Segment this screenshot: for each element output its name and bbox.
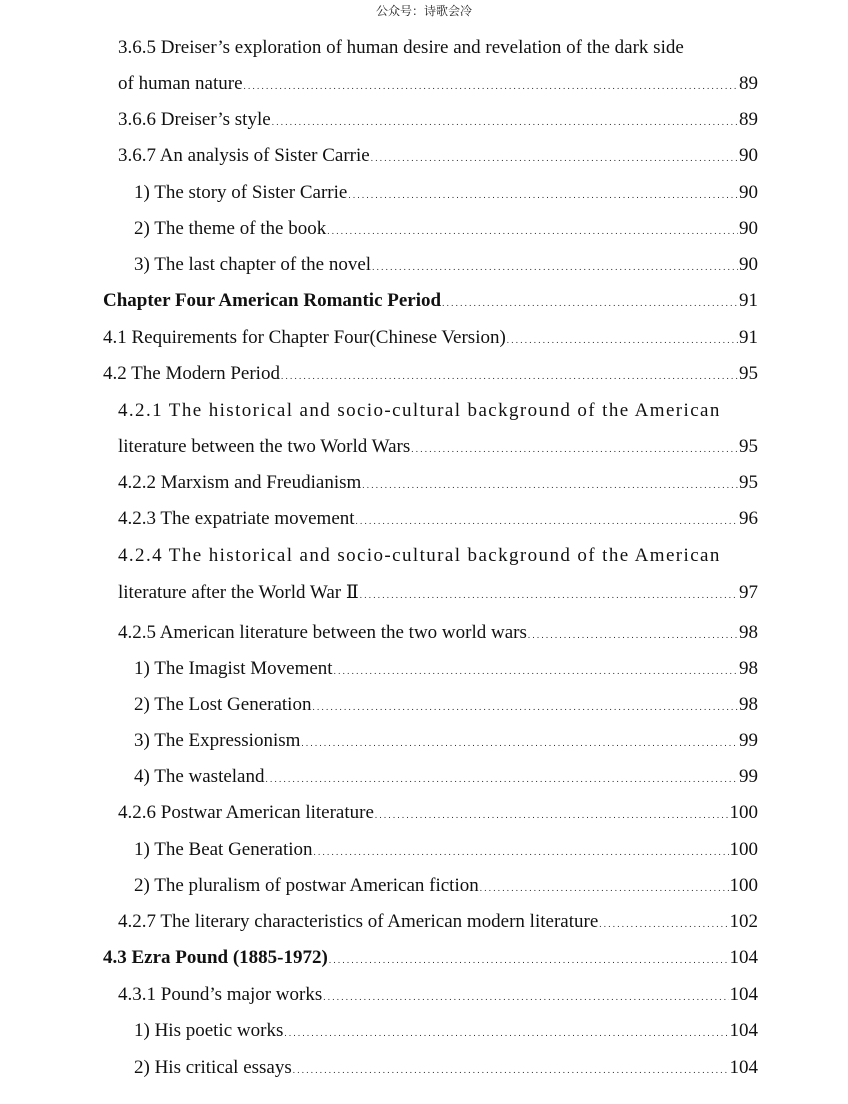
toc-entry-4-3[interactable] [103, 940, 758, 976]
toc-entry-4-2-7[interactable] [118, 904, 758, 940]
toc-entry-title: 4) The wasteland [134, 766, 265, 787]
dot-leader [266, 759, 739, 795]
toc-entry-4-2-6-2[interactable] [134, 868, 758, 904]
page-header: 公众号：诗歌会冷 [375, 4, 472, 18]
dot-leader [362, 465, 738, 501]
toc-page-number: 95 [739, 363, 758, 384]
toc-page-number: 99 [739, 730, 758, 751]
toc-page-number: 96 [739, 508, 758, 529]
toc-entry-4-2-1[interactable] [118, 429, 758, 465]
toc-entry-3-6-5-line1: 3.6.5 Dreiser’s exploration of human desire and revelation of the dark side [118, 37, 684, 58]
toc-entry-title: 4.3.1 Pound’s major works [118, 984, 323, 1005]
dot-leader [356, 501, 738, 537]
toc-page-number: 100 [729, 839, 758, 860]
dot-leader [360, 575, 738, 611]
toc-page-number: 91 [739, 327, 758, 348]
toc-page-number: 95 [739, 472, 758, 493]
toc-page-number: 104 [729, 1020, 758, 1041]
dot-leader [372, 247, 738, 283]
dot-leader [507, 320, 738, 356]
toc-entry-4-2-5-3[interactable] [134, 723, 758, 759]
dot-leader [284, 1013, 728, 1049]
toc-entry-4-2-2[interactable] [118, 465, 758, 501]
toc-page-number: 100 [729, 875, 758, 896]
toc-page-number: 98 [739, 622, 758, 643]
toc-page-number: 100 [729, 802, 758, 823]
toc-entry-title: 2) His critical essays [134, 1057, 292, 1078]
toc-entry-4-3-1[interactable] [118, 977, 758, 1013]
toc-page-number: 95 [739, 436, 758, 457]
toc-entry-title: 2) The Lost Generation [134, 694, 312, 715]
toc-page-number: 91 [739, 290, 758, 311]
dot-leader [293, 1050, 729, 1086]
toc-page-number: 90 [739, 254, 758, 275]
dot-leader [371, 138, 738, 174]
toc-page-number: 104 [729, 947, 758, 968]
toc-entry-4-2-5-4[interactable] [134, 759, 758, 795]
toc-entry-title: 1) The story of Sister Carrie [134, 182, 348, 203]
toc-entry-4-2-1-line1: 4.2.1 The historical and socio-cultural background of the American [118, 400, 721, 421]
toc-entry-4-2-3[interactable] [118, 501, 758, 537]
dot-leader [281, 356, 738, 392]
dot-leader [323, 977, 728, 1013]
dot-leader [480, 868, 729, 904]
toc-entry-4-2-5-2[interactable] [134, 687, 758, 723]
toc-entry-4-2-4[interactable] [118, 575, 758, 611]
dot-leader [329, 940, 729, 976]
toc-entry-title: 4.2.7 The literary characteristics of American modern literature [118, 911, 599, 932]
toc-entry-4-2-4-line1: 4.2.4 The historical and socio-cultural background of the American [118, 545, 721, 566]
toc-entry-title: 4.2.6 Postwar American literature [118, 802, 374, 823]
dot-leader [244, 66, 738, 102]
toc-entry-title: 2) The pluralism of postwar American fiction [134, 875, 479, 896]
dot-leader [327, 211, 738, 247]
toc-entry-title: of human nature [118, 73, 243, 94]
toc-entry-title: 4.1 Requirements for Chapter Four(Chinese Version) [103, 327, 506, 348]
toc-entry-title: 1) The Beat Generation [134, 839, 313, 860]
toc-page-number: 89 [739, 73, 758, 94]
toc-page-number: 102 [729, 911, 758, 932]
toc-entry-title: 2) The theme of the book [134, 218, 327, 239]
toc-chapter-four[interactable] [103, 283, 758, 319]
dot-leader [599, 904, 728, 940]
toc-entry-title: literature between the two World Wars [118, 436, 411, 457]
toc-page-number: 90 [739, 218, 758, 239]
dot-leader [442, 283, 738, 319]
toc-page-number: 90 [739, 145, 758, 166]
toc-entry-3-6-7-2[interactable] [134, 211, 758, 247]
toc-entry-title: 3.6.6 Dreiser’s style [118, 109, 271, 130]
toc-entry-title: 1) The Imagist Movement [134, 658, 333, 679]
toc-entry-4-3-1-1[interactable] [134, 1013, 758, 1049]
toc-entry-4-2-6[interactable] [118, 795, 758, 831]
toc-page-number: 104 [729, 984, 758, 1005]
toc-entry-title: 4.3 Ezra Pound (1885-1972) [103, 947, 328, 968]
toc-entry-4-2-6-1[interactable] [134, 832, 758, 868]
dot-leader [411, 429, 738, 465]
dot-leader [348, 175, 738, 211]
dot-leader [375, 795, 729, 831]
dot-leader [528, 615, 738, 651]
toc-entry-title: literature after the World War Ⅱ [118, 582, 359, 603]
toc-entry-title: 3.6.7 An analysis of Sister Carrie [118, 145, 370, 166]
toc-entry-3-6-7-3[interactable] [134, 247, 758, 283]
toc-page-number: 98 [739, 694, 758, 715]
toc-entry-title: 4.2.2 Marxism and Freudianism [118, 472, 362, 493]
toc-entry-title: Chapter Four American Romantic Period [103, 290, 442, 311]
toc-entry-4-2-5-1[interactable] [134, 651, 758, 687]
toc-entry-4-1[interactable] [103, 320, 758, 356]
dot-leader [272, 102, 738, 138]
dot-leader [301, 723, 738, 759]
toc-entry-4-2-5[interactable] [118, 615, 758, 651]
toc-entry-3-6-6[interactable] [118, 102, 758, 138]
toc-page-number: 89 [739, 109, 758, 130]
toc-page-number: 90 [739, 182, 758, 203]
toc-entry-title: 1) His poetic works [134, 1020, 284, 1041]
toc-entry-title: 4.2.5 American literature between the two world wars [118, 622, 527, 643]
toc-page-number: 98 [739, 658, 758, 679]
toc-entry-3-6-7[interactable] [118, 138, 758, 174]
toc-entry-title: 3) The Expressionism [134, 730, 301, 751]
toc-entry-title: 3) The last chapter of the novel [134, 254, 372, 275]
toc-entry-4-3-1-2[interactable] [134, 1050, 758, 1086]
toc-entry-4-2[interactable] [103, 356, 758, 392]
toc-entry-3-6-5[interactable] [118, 66, 758, 102]
toc-page-number: 97 [739, 582, 758, 603]
toc-entry-3-6-7-1[interactable] [134, 175, 758, 211]
dot-leader [314, 832, 729, 868]
dot-leader [312, 687, 738, 723]
toc-page-number: 99 [739, 766, 758, 787]
toc-entry-title: 4.2.3 The expatriate movement [118, 508, 355, 529]
toc-page-number: 104 [729, 1057, 758, 1078]
dot-leader [334, 651, 738, 687]
toc-entry-title: 4.2 The Modern Period [103, 363, 280, 384]
